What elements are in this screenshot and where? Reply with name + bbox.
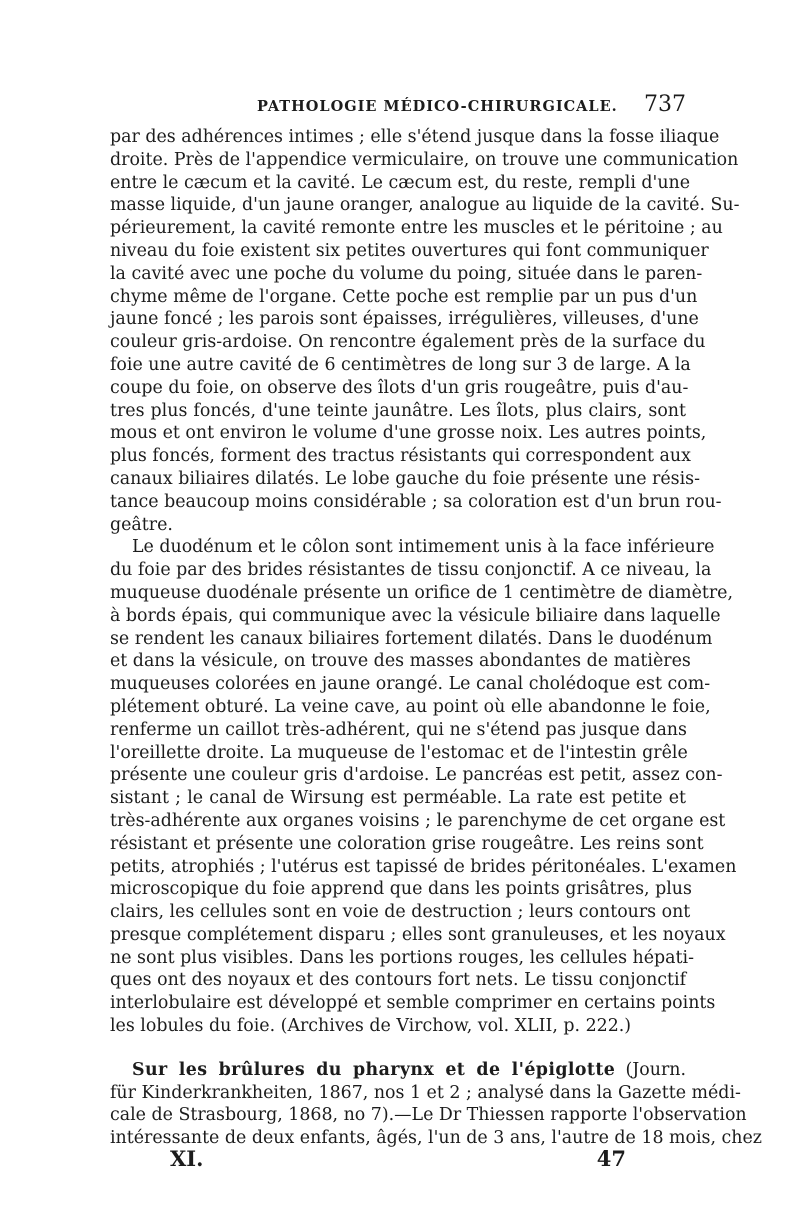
running-header: [112, 92, 686, 122]
text-line: présente une couleur gris d'ardoise. Le pancréas est petit, assez con-: [110, 765, 723, 786]
body-text: [110, 126, 762, 1150]
text-line: tance beaucoup moins considérable ; sa coloration est d'un brun rou-: [110, 491, 722, 512]
text-line: canaux biliaires dilatés. Le lobe gauche du foie présente une résis-: [110, 468, 700, 489]
text-line: coupe du foie, on observe des îlots d'un gris rougeâtre, puis d'au-: [110, 377, 689, 398]
paragraph-2: [110, 536, 737, 1038]
text-line: se rendent les canaux biliaires fortement dilatés. Dans le duodénum: [110, 628, 713, 649]
text-line: renferme un caillot très-adhérent, qui ne s'étend pas jusque dans: [110, 719, 687, 740]
text-line: l'oreillette droite. La muqueuse de l'estomac et de l'intestin grêle: [110, 742, 688, 763]
text-line: à bords épais, qui communique avec la vésicule biliaire dans laquelle: [110, 605, 721, 626]
text-line: du foie par des brides résistantes de tissu conjonctif. A ce niveau, la: [110, 560, 712, 581]
text-line: plus foncés, forment des tractus résistants qui correspondent aux: [110, 446, 691, 467]
folio-number: 47: [596, 1146, 626, 1171]
text-line: chyme même de l'organe. Cette poche est remplie par un pus d'un: [110, 286, 698, 307]
text-line: für Kinderkrankheiten, 1867, nos 1 et 2 ; analysé dans la Gazette médi-: [110, 1082, 741, 1103]
text-line: foie une autre cavité de 6 centimètres de long sur 3 de large. A la: [110, 354, 691, 375]
text-line: geâtre.: [110, 514, 173, 535]
text-line: plétement obturé. La veine cave, au point où elle abandonne le foie,: [110, 696, 711, 717]
text-line: clairs, les cellules sont en voie de destruction ; leurs contours ont: [110, 902, 691, 923]
text-line: couleur gris-ardoise. On rencontre également près de la surface du: [110, 332, 706, 353]
text-line: masse liquide, d'un jaune oranger, analogue au liquide de la cavité. Su-: [110, 195, 740, 216]
text-line: niveau du foie existent six petites ouvertures qui font communiquer: [110, 240, 709, 261]
text-line: droite. Près de l'appendice vermiculaire, on trouve une communication: [110, 149, 739, 170]
text-line: muqueuse duodénale présente un orifice de 1 centimètre de diamètre,: [110, 582, 733, 603]
text-line: mous et ont environ le volume d'une grosse noix. Les autres points,: [110, 423, 707, 444]
section-title: Sur les brûlures du pharynx et de l'épiglotte: [132, 1059, 616, 1080]
section-entry: [110, 1059, 762, 1150]
paragraph-1: [110, 126, 740, 536]
text-line: microscopique du foie apprend que dans les points grisâtres, plus: [110, 879, 692, 900]
text-line: périeurement, la cavité remonte entre les muscles et le péritoine ; au: [110, 218, 723, 239]
text-line: tres plus foncés, d'une teinte jaunâtre. Les îlots, plus clairs, sont: [110, 400, 686, 421]
text-line: jaune foncé ; les parois sont épaisses, irrégulières, villeuses, d'une: [110, 309, 699, 330]
text-line: cale de Strasbourg, 1868, no 7).—Le Dr Thiessen rapporte l'observation: [110, 1105, 747, 1126]
text-line: interlobulaire est développé et semble comprimer en certains points: [110, 993, 716, 1014]
text-line: résistant et présente une coloration grise rougeâtre. Les reins sont: [110, 833, 704, 854]
text-line: les lobules du foie. (Archives de Virchow, vol. XLII, p. 222.): [110, 1016, 632, 1037]
text-line: la cavité avec une poche du volume du poing, située dans le paren-: [110, 263, 703, 284]
section-spacer: [110, 1038, 686, 1059]
text-line: petits, atrophiés ; l'utérus est tapissé de brides péritonéales. L'examen: [110, 856, 737, 877]
text-line: très-adhérente aux organes voisins ; le parenchyme de cet organe est: [110, 810, 726, 831]
signature-mark: XI.: [170, 1146, 204, 1171]
text-line: sistant ; le canal de Wirsung est perméable. La rate est petite et: [110, 788, 686, 809]
text-line: Le duodénum et le côlon sont intimement unis à la face inférieure: [132, 537, 715, 558]
text-line: ne sont plus visibles. Dans les portions rouges, les cellules hépati-: [110, 947, 694, 968]
running-title: PATHOLOGIE MÉDICO-CHIRURGICALE.: [257, 98, 618, 115]
text-line: par des adhérences intimes ; elle s'étend jusque dans la fosse iliaque: [110, 127, 720, 147]
section-citation-start: (Journ.: [615, 1059, 686, 1080]
text-line: muqueuses colorées en jaune orangé. Le canal cholédoque est com-: [110, 674, 711, 695]
page-number: 737: [644, 92, 686, 117]
text-line: [110, 1059, 686, 1082]
text-line: presque complétement disparu ; elles sont granuleuses, et les noyaux: [110, 924, 726, 945]
text-line: et dans la vésicule, on trouve des masses abondantes de matières: [110, 651, 691, 672]
text-line: ques ont des noyaux et des contours fort nets. Le tissu conjonctif: [110, 970, 686, 991]
page-footer: [112, 1146, 626, 1176]
text-line: entre le cæcum et la cavité. Le cæcum est, du reste, rempli d'une: [110, 172, 691, 193]
text-line: intéressante de deux enfants, âgés, l'un de 3 ans, l'autre de 18 mois, chez: [110, 1128, 762, 1149]
